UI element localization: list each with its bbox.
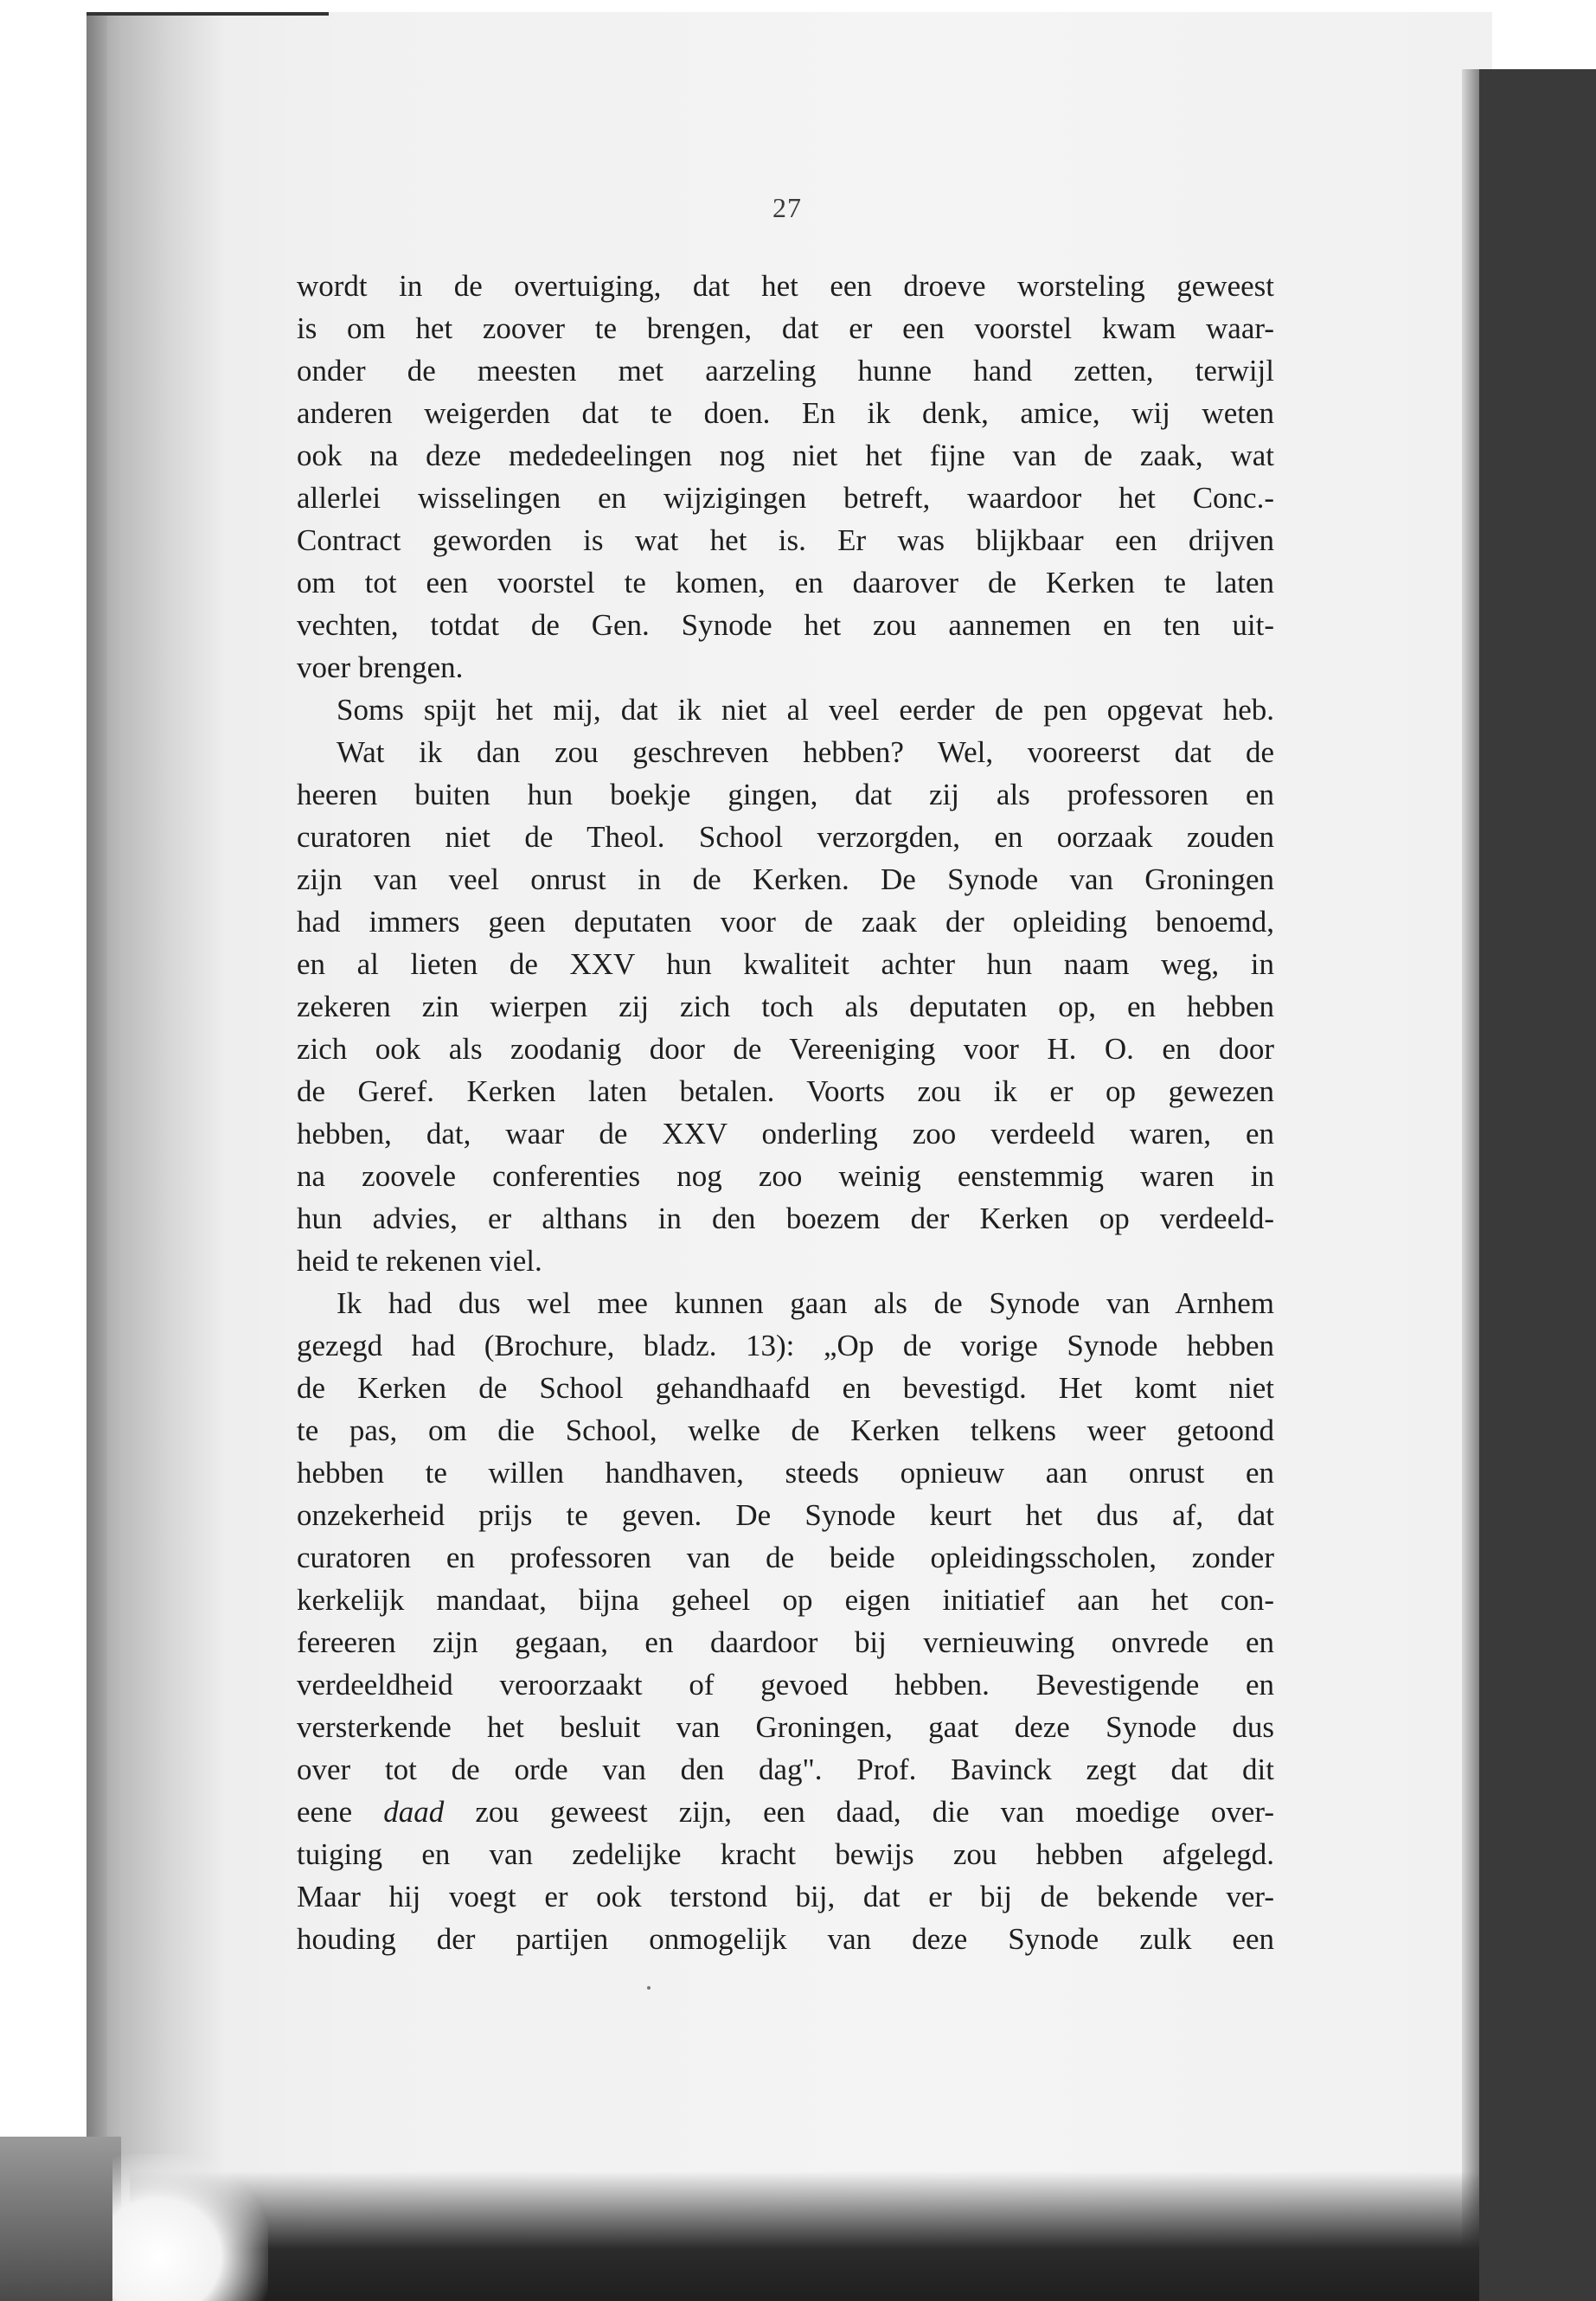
text-line: de Kerken de School gehandhaafd en bevestigd. Het komt niet	[297, 1371, 1274, 1405]
text-line: Wat ik dan zou geschreven hebben? Wel, vooreerst dat de	[337, 735, 1274, 769]
text-line: versterkende het besluit van Groningen, gaat deze Synode dus	[297, 1710, 1274, 1744]
text-line: na zoovele conferenties nog zoo weinig eenstemmig waren in	[297, 1159, 1274, 1193]
text-line: ook na deze mededeelingen nog niet het fijne van de zaak, wat	[297, 439, 1274, 472]
text-line: heeren buiten hun boekje gingen, dat zij als professoren en	[297, 778, 1274, 811]
text-line: Ik had dus wel mee kunnen gaan als de Synode van Arnhem	[337, 1286, 1274, 1320]
text-line: en al lieten de XXV hun kwaliteit achter hun naam weg, in	[297, 947, 1274, 981]
text-fragment: eene	[297, 1795, 384, 1829]
text-line	[297, 1791, 1274, 1833]
body-text	[297, 265, 1274, 1960]
text-line: is om het zoover te brengen, dat er een voorstel kwam waar-	[297, 311, 1274, 345]
text-line: anderen weigerden dat te doen. En ik denk, amice, wij weten	[297, 396, 1274, 430]
text-line: zijn van veel onrust in de Kerken. De Synode van Groningen	[297, 862, 1274, 896]
text-line: curatoren niet de Theol. School verzorgden, en oorzaak zouden	[297, 820, 1274, 854]
text-line: gezegd had (Brochure, bladz. 13): „Op de vorige Synode hebben	[297, 1329, 1274, 1362]
text-line: houding der partijen onmogelijk van deze Synode zulk een	[297, 1922, 1274, 1956]
scanner-dark-border-bottom	[130, 2171, 1479, 2301]
scan-light-flare	[112, 2154, 268, 2301]
text-line: voer brengen.	[297, 651, 464, 684]
text-line: Soms spijt het mij, dat ik niet al veel eerder de pen opgevat heb.	[337, 693, 1274, 727]
text-line: om tot een voorstel te komen, en daarover de Kerken te laten	[297, 566, 1274, 599]
text-line: tuiging en van zedelijke kracht bewijs zou hebben afgelegd.	[297, 1837, 1274, 1871]
text-line: de Geref. Kerken laten betalen. Voorts zou ik er op gewezen	[297, 1074, 1274, 1108]
book-spine-edge	[87, 12, 107, 2261]
text-line: allerlei wisselingen en wijzigingen betreft, waardoor het Conc.-	[297, 481, 1274, 515]
text-line: onder de meesten met aarzeling hunne hand zetten, terwijl	[297, 354, 1274, 388]
text-line: over tot de orde van den dag". Prof. Bavinck zegt dat dit	[297, 1753, 1274, 1786]
text-fragment: zou geweest zijn, een daad, die van moedige over-	[444, 1795, 1274, 1829]
text-line: onzekerheid prijs te geven. De Synode keurt het dus af, dat	[297, 1498, 1274, 1532]
text-line: hebben, dat, waar de XXV onderling zoo verdeeld waren, en	[297, 1117, 1274, 1150]
scanner-dark-corner	[0, 2137, 121, 2301]
text-line: zekeren zin wierpen zij zich toch als deputaten op, en hebben	[297, 990, 1274, 1023]
scanner-dark-border-right	[1479, 69, 1596, 2301]
text-line: wordt in de overtuiging, dat het een droeve worsteling geweest	[297, 269, 1274, 303]
text-line: vechten, totdat de Gen. Synode het zou aannemen en ten uit-	[297, 608, 1274, 642]
text-line: Maar hij voegt er ook terstond bij, dat er bij de bekende ver-	[297, 1880, 1274, 1913]
text-line: kerkelijk mandaat, bijna geheel op eigen initiatief aan het con-	[297, 1583, 1274, 1617]
page-number: 27	[772, 192, 802, 223]
binding-shadow	[87, 12, 225, 2261]
text-line: hebben te willen handhaven, steeds opnieuw aan onrust en	[297, 1456, 1274, 1490]
text-line: hun advies, er althans in den boezem der Kerken op verdeeld-	[297, 1202, 1274, 1235]
text-line: zich ook als zoodanig door de Vereeniging voor H. O. en door	[297, 1032, 1274, 1066]
text-line: verdeeldheid veroorzaakt of gevoed hebben. Bevestigende en	[297, 1668, 1274, 1702]
ink-speck	[647, 1986, 651, 1990]
text-line: Contract geworden is wat het is. Er was blijkbaar een drijven	[297, 523, 1274, 557]
text-line: heid te rekenen viel.	[297, 1244, 542, 1278]
text-line: te pas, om die School, welke de Kerken telkens weer getoond	[297, 1413, 1274, 1447]
text-line: fereeren zijn gegaan, en daardoor bij vernieuwing onvrede en	[297, 1625, 1274, 1659]
emphasized-word: daad	[383, 1795, 445, 1829]
page-top-edge-line	[87, 12, 329, 16]
text-line: had immers geen deputaten voor de zaak der opleiding benoemd,	[297, 905, 1274, 939]
text-line: curatoren en professoren van de beide opleidingsscholen, zonder	[297, 1541, 1274, 1574]
